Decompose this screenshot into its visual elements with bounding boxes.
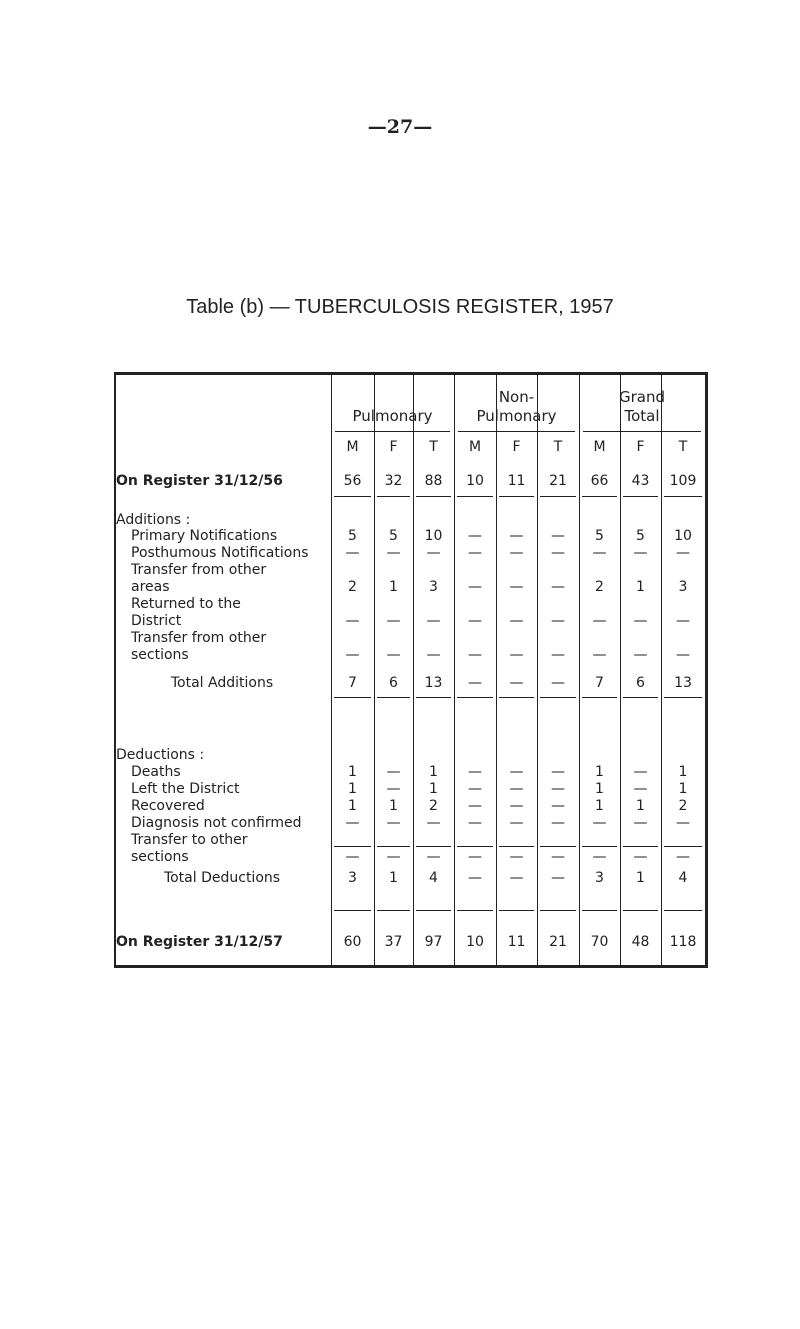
table-cell: —: [509, 798, 524, 814]
table-cell: —: [551, 545, 565, 561]
column-divider: [454, 372, 455, 968]
table-cell: 7: [595, 675, 604, 691]
table-title: Table (b) — TUBERCULOSIS REGISTER, 1957: [186, 296, 614, 318]
row-rule: [540, 496, 576, 497]
row-label: sections: [131, 647, 189, 663]
table-cell: 1: [595, 781, 604, 797]
table-cell: —: [468, 579, 482, 595]
table-cell: —: [633, 849, 648, 865]
section-heading: Additions :: [116, 512, 191, 528]
row-rule: [499, 910, 534, 911]
table-cell: —: [509, 528, 524, 544]
table-cell: 11: [507, 473, 526, 489]
table-cell: 1: [389, 870, 398, 886]
row-label: Transfer to other: [131, 832, 248, 848]
table-cell: —: [386, 647, 401, 663]
row-rule: [416, 846, 451, 847]
table-cell: —: [551, 870, 565, 886]
table-cell: —: [468, 798, 482, 814]
table-cell: 10: [466, 934, 484, 950]
row-rule: [377, 846, 410, 847]
group-header-line1: Grand: [618, 388, 666, 406]
table-cell: 6: [389, 675, 398, 691]
table-cell: 48: [631, 934, 650, 950]
table-cell: —: [633, 815, 648, 831]
table-cell: —: [386, 815, 401, 831]
table-cell: —: [386, 781, 401, 797]
table-cell: 1: [348, 798, 357, 814]
subheader-cell: F: [512, 439, 521, 455]
table-cell: 97: [424, 934, 443, 950]
row-label: Posthumous Notifications: [131, 545, 309, 561]
table-cell: —: [426, 647, 441, 663]
table-cell: —: [551, 764, 565, 780]
table-cell: —: [633, 764, 648, 780]
row-rule: [664, 910, 702, 911]
table-cell: —: [509, 849, 524, 865]
row-rule: [457, 910, 493, 911]
subheader-cell: M: [593, 439, 606, 455]
table-cell: 5: [348, 528, 357, 544]
table-cell: 7: [348, 675, 357, 691]
row-rule: [457, 697, 493, 698]
table-cell: —: [551, 815, 565, 831]
table-cell: —: [386, 849, 401, 865]
table-cell: —: [509, 815, 524, 831]
table-cell: 2: [678, 798, 688, 814]
table-cell: —: [509, 613, 524, 629]
table-cell: 1: [389, 798, 398, 814]
column-divider: [537, 372, 538, 968]
table-cell: —: [345, 613, 360, 629]
table-cell: —: [592, 849, 607, 865]
table-cell: —: [426, 545, 441, 561]
table-cell: —: [676, 849, 690, 865]
table-cell: 21: [549, 934, 567, 950]
table-cell: 43: [631, 473, 650, 489]
table-cell: 1: [429, 781, 438, 797]
table-cell: —: [676, 545, 690, 561]
table-cell: 10: [424, 528, 443, 544]
table-cell: 66: [590, 473, 609, 489]
table-cell: —: [633, 613, 648, 629]
column-divider: [496, 372, 497, 968]
subheader-cell: T: [678, 439, 688, 455]
table-cell: 32: [384, 473, 403, 489]
row-label: Transfer from other: [131, 562, 267, 578]
table-cell: 5: [595, 528, 604, 544]
table-cell: 2: [429, 798, 438, 814]
table-cell: 1: [348, 764, 357, 780]
row-label: Total Deductions: [163, 870, 281, 886]
group-header-line1: Non-: [498, 388, 535, 406]
group-header: Pulmonary: [476, 407, 557, 425]
table-cell: 21: [549, 473, 567, 489]
table-cell: 13: [424, 675, 443, 691]
table-cell: 2: [348, 579, 357, 595]
table-cell: —: [509, 870, 524, 886]
row-rule: [582, 697, 617, 698]
table-cell: —: [386, 764, 401, 780]
column-divider: [331, 372, 332, 968]
row-rule: [334, 697, 371, 698]
row-rule: [416, 697, 451, 698]
table-cell: 10: [466, 473, 484, 489]
table-cell: —: [633, 545, 648, 561]
table-cell: —: [676, 613, 690, 629]
table-cell: —: [551, 613, 565, 629]
table-cell: —: [468, 545, 482, 561]
table-cell: —: [676, 647, 690, 663]
table-cell: —: [592, 647, 607, 663]
table-cell: —: [345, 647, 360, 663]
table-cell: —: [468, 781, 482, 797]
table-cell: 1: [636, 579, 645, 595]
table-cell: 3: [429, 579, 438, 595]
row-label: Left the District: [131, 781, 240, 797]
row-rule: [334, 496, 371, 497]
row-rule: [377, 496, 410, 497]
row-rule: [582, 846, 617, 847]
table-cell: —: [509, 647, 524, 663]
table-cell: —: [345, 545, 360, 561]
table-cell: 1: [636, 870, 645, 886]
row-label: Deaths: [131, 764, 181, 780]
row-label: Total Additions: [170, 675, 274, 691]
row-rule: [377, 697, 410, 698]
table-cell: —: [386, 613, 401, 629]
subheader-cell: M: [346, 439, 359, 455]
table-cell: 4: [678, 870, 688, 886]
group-header: Total: [624, 407, 660, 425]
column-divider: [661, 372, 662, 968]
table-cell: 109: [669, 473, 697, 489]
row-rule: [499, 697, 534, 698]
row-label: Primary Notifications: [131, 528, 278, 544]
table-cell: —: [468, 764, 482, 780]
table-cell: —: [426, 815, 441, 831]
column-divider: [620, 372, 621, 968]
page-number: —27—: [367, 116, 433, 138]
table-cell: —: [426, 613, 441, 629]
table-cell: 5: [636, 528, 645, 544]
table-cell: 1: [636, 798, 645, 814]
table-cell: 13: [674, 675, 692, 691]
table-cell: 60: [343, 934, 362, 950]
table-cell: 1: [678, 781, 688, 797]
table-cell: —: [551, 647, 565, 663]
table-cell: 1: [595, 764, 604, 780]
table-cell: —: [509, 781, 524, 797]
row-rule: [623, 910, 658, 911]
table-cell: 6: [636, 675, 645, 691]
row-rule: [664, 496, 702, 497]
row-rule: [540, 910, 576, 911]
table-cell: —: [633, 781, 648, 797]
row-rule: [334, 846, 371, 847]
column-divider: [579, 372, 580, 968]
row-label: On Register 31/12/57: [116, 934, 283, 950]
table-cell: 1: [595, 798, 604, 814]
subheader-cell: F: [389, 439, 398, 455]
table-cell: —: [551, 675, 565, 691]
table-cell: 56: [343, 473, 362, 489]
table-cell: —: [468, 613, 482, 629]
row-rule: [334, 910, 371, 911]
table-cell: 88: [424, 473, 443, 489]
subheader-cell: F: [636, 439, 645, 455]
row-rule: [377, 910, 410, 911]
table-cell: —: [468, 647, 482, 663]
table-cell: —: [345, 849, 360, 865]
table-cell: 118: [669, 934, 697, 950]
table-cell: —: [509, 579, 524, 595]
table-cell: 70: [590, 934, 609, 950]
table-cell: —: [551, 528, 565, 544]
table-cell: —: [509, 764, 524, 780]
table-cell: —: [633, 647, 648, 663]
row-label: On Register 31/12/56: [116, 473, 283, 489]
row-rule: [623, 496, 658, 497]
row-label: Diagnosis not confirmed: [131, 815, 302, 831]
row-rule: [623, 846, 658, 847]
table-cell: 1: [389, 579, 398, 595]
group-header-rule: [335, 431, 450, 432]
table-cell: —: [386, 545, 401, 561]
row-rule: [540, 697, 576, 698]
table-cell: 5: [389, 528, 398, 544]
subheader-cell: T: [429, 439, 438, 455]
column-divider: [413, 372, 414, 968]
table-cell: —: [592, 613, 607, 629]
row-rule: [540, 846, 576, 847]
table-cell: —: [551, 798, 565, 814]
table-cell: 3: [678, 579, 688, 595]
row-label: sections: [131, 849, 189, 865]
row-label: Returned to the: [131, 596, 241, 612]
row-rule: [457, 846, 493, 847]
group-header-rule: [583, 431, 701, 432]
table-cell: —: [509, 675, 524, 691]
row-rule: [499, 846, 534, 847]
table-cell: 1: [678, 764, 688, 780]
table-cell: —: [426, 849, 441, 865]
row-rule: [457, 496, 493, 497]
row-rule: [664, 697, 702, 698]
table-cell: —: [592, 815, 607, 831]
table-cell: —: [468, 849, 482, 865]
table-cell: 10: [674, 528, 692, 544]
row-label: Recovered: [131, 798, 205, 814]
row-rule: [664, 846, 702, 847]
subheader-cell: M: [468, 439, 482, 455]
table-cell: 3: [348, 870, 357, 886]
table-cell: —: [345, 815, 360, 831]
table-cell: 37: [384, 934, 403, 950]
row-label: Transfer from other: [131, 630, 267, 646]
table-cell: —: [468, 675, 482, 691]
row-label: areas: [131, 579, 170, 595]
table-cell: —: [468, 528, 482, 544]
section-heading: Deductions :: [116, 747, 205, 763]
table-cell: 3: [595, 870, 604, 886]
column-divider: [374, 372, 375, 968]
row-rule: [416, 910, 451, 911]
row-rule: [582, 910, 617, 911]
table-cell: 11: [507, 934, 526, 950]
row-rule: [582, 496, 617, 497]
row-rule: [623, 697, 658, 698]
row-label: District: [131, 613, 182, 629]
table-cell: —: [551, 579, 565, 595]
table-cell: —: [551, 781, 565, 797]
subheader-cell: T: [553, 439, 563, 455]
table-cell: 1: [429, 764, 438, 780]
group-header: Pulmonary: [352, 407, 433, 425]
table-cell: 1: [348, 781, 357, 797]
table-cell: 2: [595, 579, 604, 595]
row-rule: [499, 496, 534, 497]
table-cell: —: [468, 870, 482, 886]
table-cell: —: [551, 849, 565, 865]
table-cell: —: [592, 545, 607, 561]
table-cell: —: [509, 545, 524, 561]
table-cell: —: [468, 815, 482, 831]
table-cell: 4: [429, 870, 438, 886]
table-cell: —: [676, 815, 690, 831]
group-header-rule: [458, 431, 575, 432]
row-rule: [416, 496, 451, 497]
